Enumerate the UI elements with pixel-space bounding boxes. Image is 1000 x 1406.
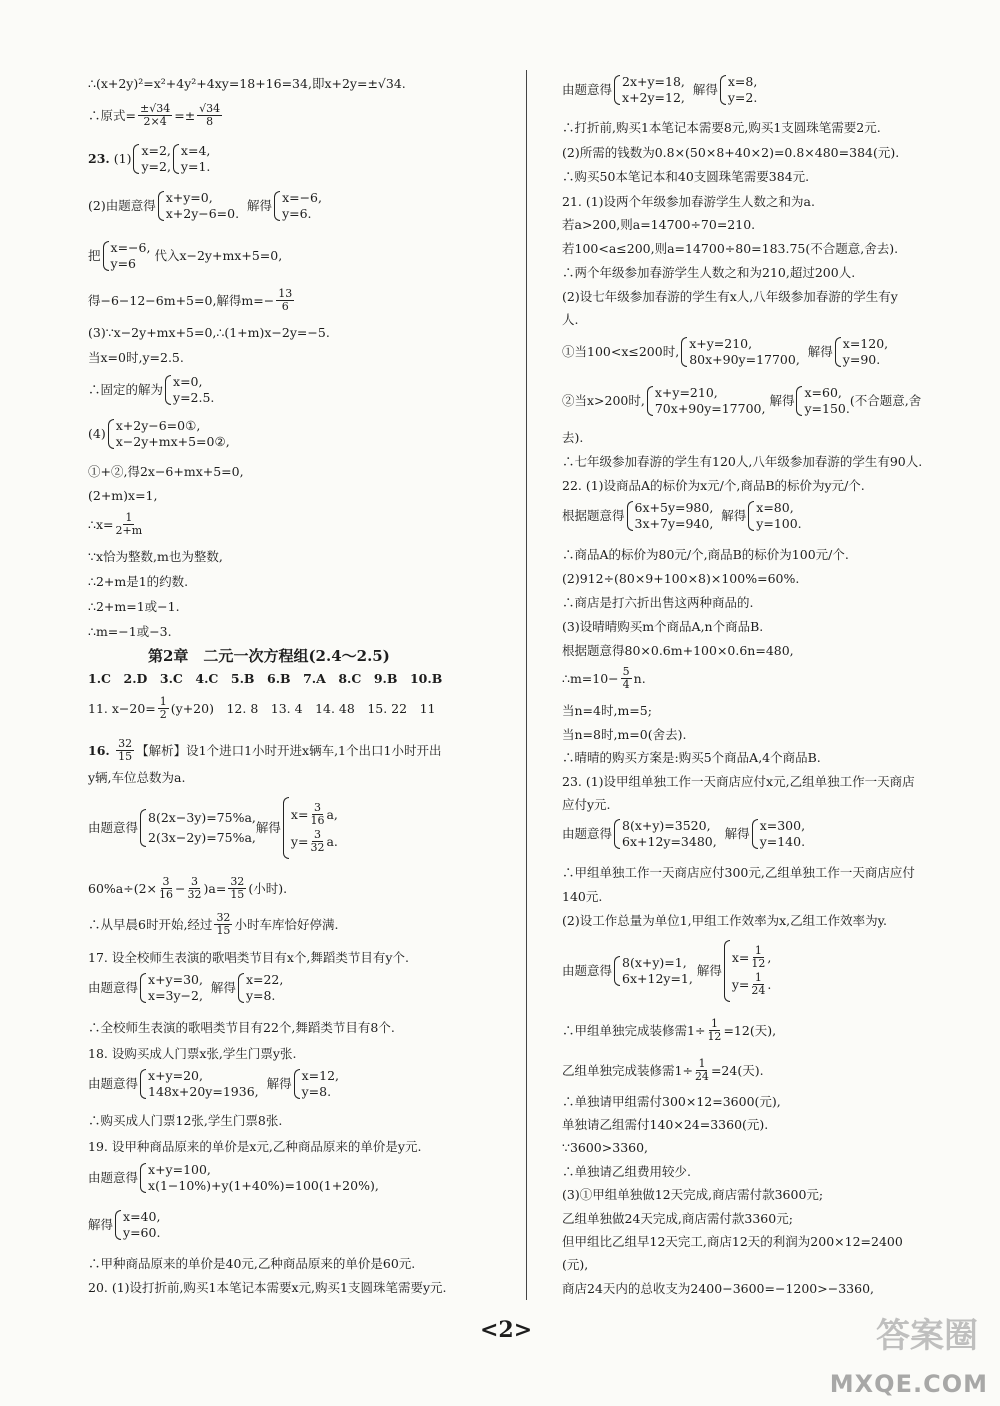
text: (y+20) 12. 8 13. 4 14. 48 15. 22 11 — [170, 700, 436, 716]
fraction — [138, 103, 172, 128]
text-line — [562, 666, 646, 691]
eq: x+y=30, — [148, 972, 203, 987]
text-line: ∴单独请乙组费用较少. — [562, 1164, 691, 1179]
text: 【解析】设1个进口1小时开进x辆车,1个出口1小时开出 — [136, 742, 442, 758]
fraction — [116, 738, 134, 763]
text-line: (3)设晴晴购买m个商品A,n个商品B. — [562, 619, 764, 634]
denominator: 8 — [206, 115, 214, 129]
eq: , — [767, 949, 772, 965]
eq: x=80, — [756, 500, 794, 515]
equation-line — [562, 818, 805, 849]
text-line: ∴晴晴的购买方案是:购买5个商品A,4个商品B. — [562, 750, 821, 765]
equation-line — [88, 972, 283, 1003]
text-line: ∴2+m=1或−1. — [88, 599, 180, 614]
watermark-logo: 答案圈 — [876, 1316, 978, 1356]
text-line: ∴购买50本笔记本和40支圆珠笔需要384元. — [562, 169, 810, 184]
fraction — [310, 802, 324, 827]
numerator: 32 — [118, 737, 133, 750]
text-line: (2)所需的钱数为0.8×(50×8+40×2)=0.8×480=384(元). — [562, 145, 900, 160]
question-number: 23. — [88, 150, 110, 166]
text: 解得 — [247, 197, 273, 213]
text: 解得 — [769, 392, 795, 408]
text-line: (元), — [562, 1257, 589, 1272]
text-line: ∵3600>3360, — [562, 1140, 649, 1155]
text: 由题意得 — [88, 979, 139, 995]
denominator: 24 — [751, 984, 766, 998]
text-line: 去). — [562, 430, 584, 445]
text-line: 若100<a≤200,则a=14700÷80=183.75(不合题意,舍去). — [562, 241, 899, 256]
eq: 2x+y=18, — [622, 74, 685, 89]
numerator: 1 — [710, 1017, 718, 1030]
fraction — [621, 666, 632, 691]
equation-line — [562, 74, 757, 105]
equation-line — [88, 1162, 379, 1193]
text: =12(天), — [723, 1022, 777, 1038]
equation-line — [88, 190, 322, 221]
brace — [724, 940, 730, 1002]
text: =24(天). — [710, 1062, 764, 1078]
text: 乙组单独完成装修需1÷ — [562, 1062, 693, 1078]
fraction — [751, 972, 765, 997]
text-line: ∵x恰为整数,m也为整数, — [88, 549, 223, 564]
column-divider — [526, 70, 527, 1300]
brace — [720, 75, 726, 105]
brace — [158, 191, 164, 221]
denominator: 2 — [159, 708, 167, 722]
text-line: ∴购买成人门票12张,学生门票8张. — [88, 1113, 283, 1128]
denominator: 15 — [216, 924, 231, 938]
brace — [835, 337, 841, 367]
denominator: 16 — [310, 813, 325, 827]
text: 把 — [88, 247, 101, 263]
text-line: 乙组单独做24天完成,商店需付款3360元; — [562, 1211, 793, 1226]
fraction — [695, 1058, 709, 1083]
eq: x=40, — [123, 1209, 161, 1224]
fraction — [276, 288, 294, 313]
eq: 148x+20y=1936, — [148, 1083, 259, 1099]
text-line: (2+m)x=1, — [88, 488, 158, 503]
text: 代入x−2y+mx+5=0, — [154, 247, 283, 263]
numerator: √34 — [199, 102, 221, 115]
text-line: 20. (1)设打折前,购买1本笔记本需要x元,购买1支圆珠笔需要y元. — [88, 1280, 447, 1295]
text: 解得 — [266, 1075, 292, 1091]
eq: x+y=0, — [165, 190, 213, 205]
brace — [140, 973, 146, 1003]
brace — [748, 501, 754, 531]
text-line: 140元. — [562, 889, 603, 904]
text-line — [88, 288, 296, 313]
text: n. — [633, 670, 646, 686]
text-line: ①+②,得2x−6+mx+5=0, — [88, 464, 244, 479]
eq: x+2y=12, — [622, 89, 685, 105]
eq: x+y=20, — [148, 1068, 203, 1083]
text-line: 根据题意得80×0.6m+100×0.6n=480, — [562, 643, 794, 658]
text-line — [88, 103, 224, 128]
brace — [140, 1163, 146, 1193]
eq: y= — [731, 976, 750, 992]
eq: y=100. — [756, 515, 802, 531]
eq: 8(2x−3y)=75%a, — [148, 810, 256, 826]
text: ∴从早晨6时开始,经过 — [88, 916, 213, 932]
numerator: 13 — [278, 287, 293, 300]
answer-line: 1.C 2.D 3.C 4.C 5.B 6.B 7.A 8.C 9.B 10.B — [88, 671, 443, 686]
eq: a, — [326, 806, 338, 822]
text-line: 应付y元. — [562, 797, 611, 812]
text: 60%a÷(2× — [88, 880, 158, 896]
text: ∴m=10− — [562, 670, 619, 686]
brace — [133, 144, 139, 174]
eq: y=8. — [301, 1083, 332, 1099]
text-line: 但甲组比乙组早12天完工,商店12天的利润为200×12=2400 — [562, 1234, 903, 1249]
fraction — [707, 1018, 721, 1043]
text: 小时车库恰好停满. — [234, 916, 339, 932]
eq: y=2, — [141, 158, 171, 174]
eq: x(1−10%)+y(1+40%)=100(1+20%), — [148, 1177, 379, 1193]
text-line: 人. — [562, 312, 579, 327]
text: 由题意得 — [88, 1075, 139, 1091]
numerator: 1 — [125, 511, 133, 524]
text-line: ∴甲组单独工作一天商店应付300元,乙组单独工作一天商店应付 — [562, 865, 915, 880]
numerator: 1 — [754, 943, 762, 957]
denominator: 32 — [310, 841, 325, 855]
brace — [283, 797, 289, 859]
numerator: 32 — [230, 875, 245, 888]
eq: x=300, — [759, 818, 806, 833]
eq: y=2. — [727, 89, 758, 105]
numerator: 1 — [698, 1057, 706, 1070]
eq: x=4, — [180, 143, 211, 158]
text-line: ∴全校师生表演的歌唱类节目有22个,舞蹈类节目有8个. — [88, 1020, 395, 1035]
fraction — [159, 876, 173, 901]
numerator: 32 — [216, 911, 231, 924]
eq: 8(x+y)=1, — [622, 955, 687, 971]
brace — [115, 1210, 121, 1240]
eq: x=120, — [842, 336, 889, 351]
text-line: ∴单独请甲组需付300×12=3600(元), — [562, 1094, 781, 1109]
text: (2)由题意得 — [88, 197, 156, 213]
text: 由题意得 — [562, 81, 613, 97]
eq: x=22, — [245, 972, 284, 987]
denominator: 24 — [694, 1070, 709, 1084]
eq: x−2y+mx+5=0②, — [115, 433, 230, 449]
eq: x+y=100, — [148, 1162, 211, 1177]
equation-line — [88, 797, 338, 859]
text: ∴x= — [88, 516, 114, 532]
fraction — [310, 829, 324, 854]
numerator: 3 — [313, 800, 321, 814]
eq: x=8, — [727, 74, 758, 89]
eq: y=1. — [180, 158, 211, 174]
fraction — [214, 912, 232, 937]
text-line: y辆,车位总数为a. — [88, 770, 186, 785]
numerator: ±√34 — [139, 102, 171, 115]
eq: x=2, — [141, 143, 171, 158]
eq: 80x+90y=17700, — [689, 351, 800, 367]
brace — [108, 419, 114, 449]
text-line: 单独请乙组需付140×24=3360(元). — [562, 1117, 769, 1132]
denominator: 15 — [230, 888, 245, 902]
eq: x= — [731, 949, 750, 965]
text: 解得 — [210, 979, 236, 995]
eq: x+y=210, — [689, 336, 753, 351]
text: 由题意得 — [562, 963, 613, 979]
eq: x=−6, — [110, 240, 151, 255]
eq: y=6 — [110, 255, 137, 271]
eq: x= — [290, 806, 309, 822]
text-line: 若a>200,则a=14700÷70=210. — [562, 217, 756, 232]
brace — [647, 386, 653, 416]
text-line: ∴七年级参加春游的学生有120人,八年级参加春游的学生有90人. — [562, 454, 923, 469]
eq: 3x+7y=940, — [634, 515, 714, 531]
text: 解得 — [721, 507, 747, 523]
text: ②当x>200时, — [562, 392, 645, 408]
brace — [165, 375, 171, 405]
text-line: 当x=0时,y=2.5. — [88, 350, 184, 365]
eq: y=2.5. — [173, 389, 215, 405]
text-line: 22. (1)设商品A的标价为x元/个,商品B的标价为y元/个. — [562, 478, 865, 493]
eq: x=0, — [173, 374, 203, 389]
denominator: 12 — [751, 956, 766, 970]
text-line: 19. 设甲种商品原来的单价是x元,乙种商品原来的单价是y元. — [88, 1139, 422, 1154]
text-line: (3)①甲组单独做12天完成,商店需付款3600元; — [562, 1187, 824, 1202]
eq: x=60, — [804, 385, 842, 400]
text: 解得 — [692, 81, 718, 97]
brace — [294, 1069, 300, 1099]
numerator: 3 — [191, 875, 198, 888]
eq: x=−6, — [282, 190, 322, 205]
eq: y=8. — [245, 987, 276, 1003]
eq: y=90. — [842, 351, 881, 367]
text-line: 18. 设购买成人门票x张,学生门票y张. — [88, 1046, 297, 1061]
eq: x=12, — [301, 1068, 339, 1083]
eq: . — [767, 976, 772, 992]
text-line: 当n=8时,m=0(舍去). — [562, 727, 687, 742]
denominator: 12 — [707, 1030, 722, 1044]
eq: y=140. — [759, 833, 806, 849]
denominator: 16 — [159, 888, 174, 902]
text-line: (2)设七年级参加春游的学生有x人,八年级参加春游的学生有y — [562, 289, 898, 304]
brace — [173, 144, 179, 174]
fraction — [115, 512, 142, 537]
text: 11. x−20= — [88, 700, 156, 716]
eq: x=3y−2, — [148, 987, 203, 1003]
eq: 8(x+y)=3520, — [622, 818, 711, 833]
watermark-text: MXQE.COM — [829, 1370, 988, 1398]
text: 得−6−12−6m+5=0,解得m=− — [88, 292, 275, 308]
brace — [274, 191, 280, 221]
brace — [627, 501, 633, 531]
text-line: 当n=4时,m=5; — [562, 703, 652, 718]
text: 根据题意得 — [562, 507, 625, 523]
text: 由题意得 — [562, 825, 613, 841]
chapter-title: 第2章 二元一次方程组(2.4～2.5) — [148, 647, 390, 665]
brace — [238, 973, 244, 1003]
denominator: 4 — [622, 678, 630, 692]
brace — [140, 1069, 146, 1099]
text: (小时). — [248, 880, 288, 896]
text: 解得 — [255, 820, 281, 836]
text-line: (2)设工作总量为单位1,甲组工作效率为x,乙组工作效率为y. — [562, 913, 888, 928]
brace — [103, 241, 109, 271]
answer-line — [88, 696, 436, 721]
eq: y=150. — [804, 400, 850, 416]
equation-line — [88, 418, 230, 449]
brace — [614, 819, 620, 849]
text-line: 17. 设全校师生表演的歌唱类节目有x个,舞蹈类节目有y个. — [88, 950, 409, 965]
text: 由题意得 — [88, 1169, 139, 1185]
brace — [796, 386, 802, 416]
equation-line — [88, 143, 210, 174]
equation-line — [562, 940, 771, 1002]
eq: 70x+90y=17700, — [654, 400, 766, 416]
text: ∴甲组单独完成装修需1÷ — [562, 1022, 706, 1038]
brace — [752, 819, 758, 849]
numerator: 3 — [162, 875, 170, 888]
equation-line — [562, 385, 921, 416]
eq: 6x+12y=1, — [622, 971, 693, 986]
text: 解得 — [696, 963, 722, 979]
text: (4) — [88, 425, 106, 441]
text-line — [88, 738, 441, 763]
text: ∴固定的解为 — [88, 381, 164, 397]
numerator: 3 — [313, 828, 321, 841]
equation-line — [88, 374, 214, 405]
numerator: 1 — [754, 971, 762, 984]
text: 由题意得 — [88, 820, 139, 836]
eq: y=60. — [123, 1224, 161, 1240]
fraction — [228, 876, 246, 901]
denominator: 6 — [281, 300, 289, 314]
text: − — [175, 880, 186, 896]
numerator: 1 — [159, 695, 167, 708]
text-line — [88, 512, 144, 537]
eq: 6x+12y=3480, — [622, 833, 717, 849]
brace — [681, 337, 687, 367]
eq: y= — [290, 833, 309, 849]
equation-line — [88, 1209, 160, 1240]
text-line: ∴打折前,购买1本笔记本需要8元,购买1支圆珠笔需要2元. — [562, 120, 881, 135]
eq: a. — [326, 833, 338, 849]
text-line — [88, 912, 338, 937]
eq: x+y=210, — [654, 385, 718, 400]
page-number: <2> — [480, 1317, 533, 1343]
text: 解得 — [88, 1216, 114, 1232]
fraction — [751, 945, 765, 970]
text-line: ∴甲种商品原来的单价是40元,乙种商品原来的单价是60元. — [88, 1256, 416, 1271]
text-line: ∴m=−1或−3. — [88, 624, 172, 639]
eq: y=6. — [282, 205, 312, 221]
equation-line — [88, 240, 282, 271]
eq: x+2y−6=0①, — [115, 418, 201, 433]
text-line: ∴商店是打六折出售这两种商品的. — [562, 595, 754, 610]
text: (1) — [113, 150, 132, 166]
text: ①当100<x≤200时, — [562, 343, 680, 359]
fraction — [197, 103, 222, 128]
fraction — [188, 876, 202, 901]
text-line: ∴2+m是1的约数. — [88, 574, 189, 589]
text-line: (3)∵x−2y+mx+5=0,∴(1+m)x−2y=−5. — [88, 325, 330, 340]
brace — [140, 809, 146, 847]
text-line: (2)912÷(80×9+100×8)×100%=60%. — [562, 571, 800, 586]
denominator: 15 — [118, 750, 133, 764]
text-line: 21. (1)设两个年级参加春游学生人数之和为a. — [562, 194, 815, 209]
eq: x+2y−6=0. — [165, 205, 240, 221]
text: 解得 — [807, 343, 833, 359]
numerator: 5 — [622, 665, 630, 678]
eq: 2(3x−2y)=75%a, — [148, 830, 256, 845]
equation-line — [562, 500, 802, 531]
text: )a= — [203, 880, 227, 896]
brace — [614, 956, 620, 986]
eq: 6x+5y=980, — [634, 500, 714, 515]
text-line — [88, 876, 287, 901]
text-line: ∴商品A的标价为80元/个,商品B的标价为100元/个. — [562, 547, 849, 562]
text: (不合题意,舍 — [849, 392, 922, 408]
text-line: 商店24天内的总收支为2400−3600=−1200>−3360, — [562, 1281, 874, 1296]
text: =± — [174, 107, 196, 123]
text-line: ∴(x+2y)²=x²+4y²+4xy=18+16=34,即x+2y=±√34. — [88, 76, 406, 91]
fraction — [158, 696, 169, 721]
text-line: ∴两个年级参加春游学生人数之和为210,超过200人. — [562, 265, 856, 280]
equation-line — [88, 1068, 339, 1099]
brace — [614, 75, 620, 105]
watermark — [829, 1308, 988, 1398]
text: 解得 — [724, 825, 750, 841]
text-line: 23. (1)设甲组单独工作一天商店应付x元,乙组单独工作一天商店 — [562, 774, 915, 789]
denominator: 32 — [187, 888, 202, 902]
text-line — [562, 1058, 764, 1083]
question-number: 16. — [88, 742, 115, 758]
equation-line — [562, 336, 888, 367]
denominator: 2×4 — [143, 115, 167, 129]
text: ∴原式= — [88, 107, 136, 123]
denominator: 2+m — [115, 524, 143, 538]
text-line — [562, 1018, 776, 1043]
